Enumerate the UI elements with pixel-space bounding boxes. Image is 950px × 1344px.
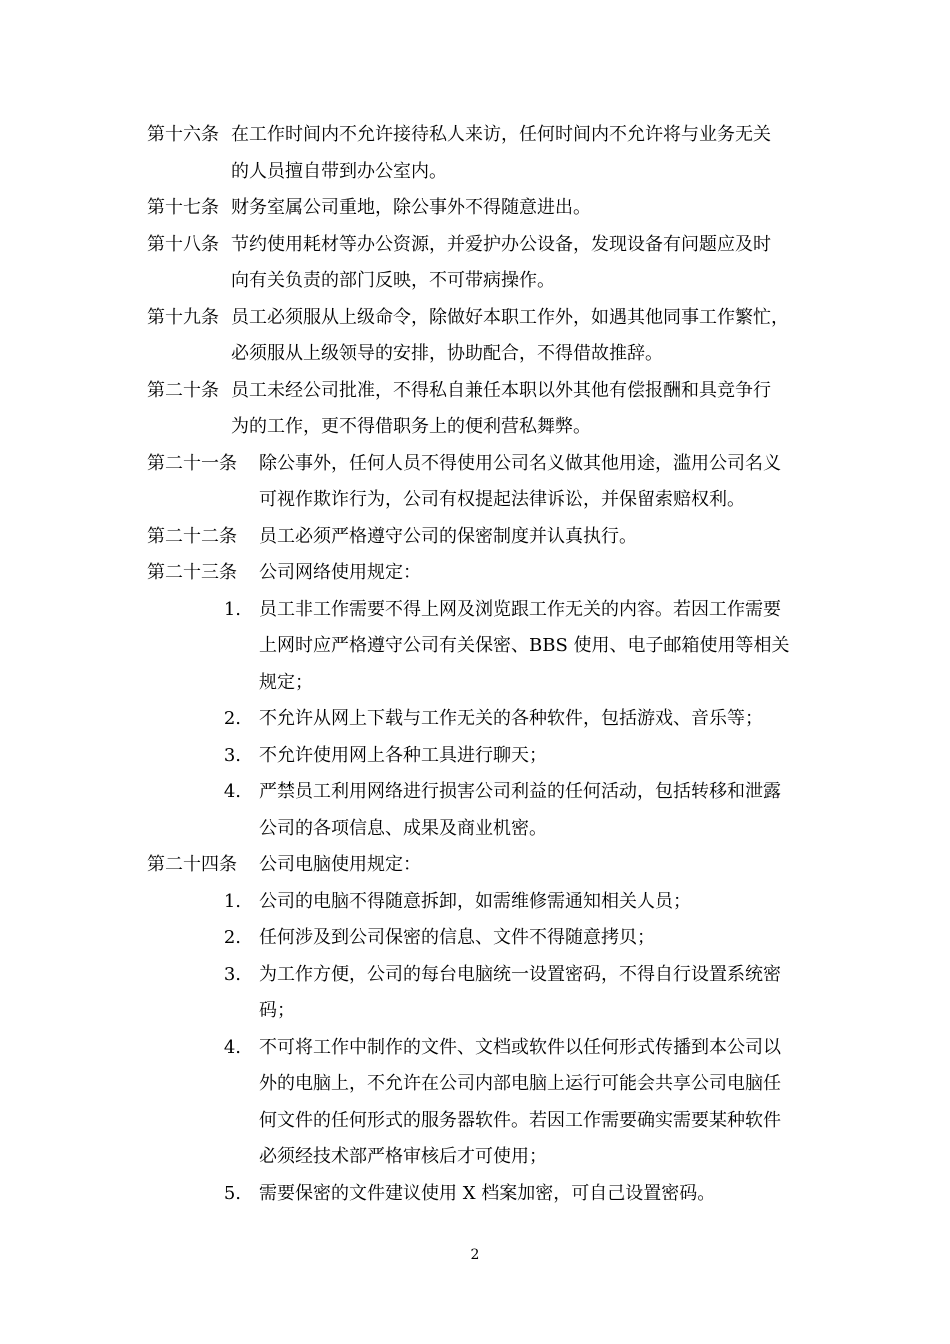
article-label: 第十八条 [147, 233, 219, 255]
list-item-text-line: 不可将工作中制作的文件、文档或软件以任何形式传播到本公司以 [259, 1036, 781, 1058]
article-text-line: 公司电脑使用规定： [259, 854, 421, 875]
article-text-line: 节约使用耗材等办公资源，并爱护办公设备，发现设备有问题应及时 [231, 233, 771, 255]
list-item-text-line: 员工非工作需要不得上网及浏览跟工作无关的内容。若因工作需要 [259, 598, 781, 620]
article-label: 第十七条 [147, 197, 219, 218]
article-label: 第二十条 [147, 379, 219, 401]
list-item-number: 3. [223, 744, 241, 766]
article-text-line: 公司网络使用规定： [259, 562, 421, 583]
list-item-number: 1. [223, 890, 241, 912]
list-item-text-line: 外的电脑上，不允许在公司内部电脑上运行可能会共享公司电脑任 [259, 1073, 781, 1094]
list-item-text-line: 必须经技术部严格审核后才可使用； [259, 1146, 547, 1167]
list-item-text-line: 公司的电脑不得随意拆卸，如需维修需通知相关人员； [259, 890, 691, 912]
article-label: 第二十二条 [147, 525, 237, 547]
article-text-line: 可视作欺诈行为，公司有权提起法律诉讼，并保留索赔权利。 [259, 489, 745, 510]
list-item-text-line: 为工作方便，公司的每台电脑统一设置密码，不得自行设置系统密 [259, 963, 781, 985]
article-label: 第二十四条 [147, 854, 237, 875]
article-text-line: 员工未经公司批准，不得私自兼任本职以外其他有偿报酬和具竞争行 [231, 379, 771, 401]
list-item-text-line: 需要保密的文件建议使用 X 档案加密，可自己设置密码。 [259, 1182, 716, 1204]
article-text-line: 的人员擅自带到办公室内。 [231, 160, 447, 182]
list-item-text-line: 任何涉及到公司保密的信息、文件不得随意拷贝； [259, 927, 655, 948]
list-item-number: 2. [223, 708, 241, 729]
list-item-text-line: 公司的各项信息、成果及商业机密。 [259, 817, 547, 839]
article-text-line: 员工必须严格遵守公司的保密制度并认真执行。 [259, 525, 637, 547]
list-item-text-line: 码； [259, 1000, 295, 1021]
article-text-line: 为的工作，更不得借职务上的便利营私舞弊。 [231, 416, 591, 437]
article-text-line: 在工作时间内不允许接待私人来访，任何时间内不允许将与业务无关 [231, 124, 771, 145]
list-item-text-line: 规定； [259, 671, 313, 693]
article-text-line: 除公事外，任何人员不得使用公司名义做其他用途，滥用公司名义 [259, 452, 781, 474]
article-label: 第二十三条 [147, 562, 237, 583]
article-text-line: 必须服从上级领导的安排，协助配合，不得借故推辞。 [231, 343, 663, 364]
list-item-text-line: 何文件的任何形式的服务器软件。若因工作需要确实需要某种软件 [259, 1109, 781, 1131]
list-item-text-line: 严禁员工利用网络进行损害公司利益的任何活动，包括转移和泄露 [259, 781, 781, 802]
list-item-number: 1. [223, 598, 241, 620]
page-number: 2 [470, 1247, 480, 1263]
article-text-line: 员工必须服从上级命令，除做好本职工作外，如遇其他同事工作繁忙， [231, 306, 789, 328]
list-item-text-line: 不允许从网上下载与工作无关的各种软件，包括游戏、音乐等； [259, 708, 763, 729]
article-text-line: 向有关负责的部门反映，不可带病操作。 [231, 270, 555, 291]
article-text-line: 财务室属公司重地，除公事外不得随意进出。 [231, 197, 591, 218]
article-label: 第二十一条 [147, 452, 237, 474]
article-label: 第十九条 [147, 306, 219, 328]
list-item-number: 2. [223, 927, 241, 948]
list-item-number: 3. [223, 963, 241, 985]
list-item-number: 4. [223, 1036, 241, 1058]
list-item-text-line: 上网时应严格遵守公司有关保密、BBS 使用、电子邮箱使用等相关 [259, 635, 790, 656]
article-label: 第十六条 [147, 124, 219, 145]
list-item-text-line: 不允许使用网上各种工具进行聊天； [259, 744, 547, 766]
list-item-number: 5. [223, 1182, 241, 1204]
list-item-number: 4. [223, 781, 241, 802]
